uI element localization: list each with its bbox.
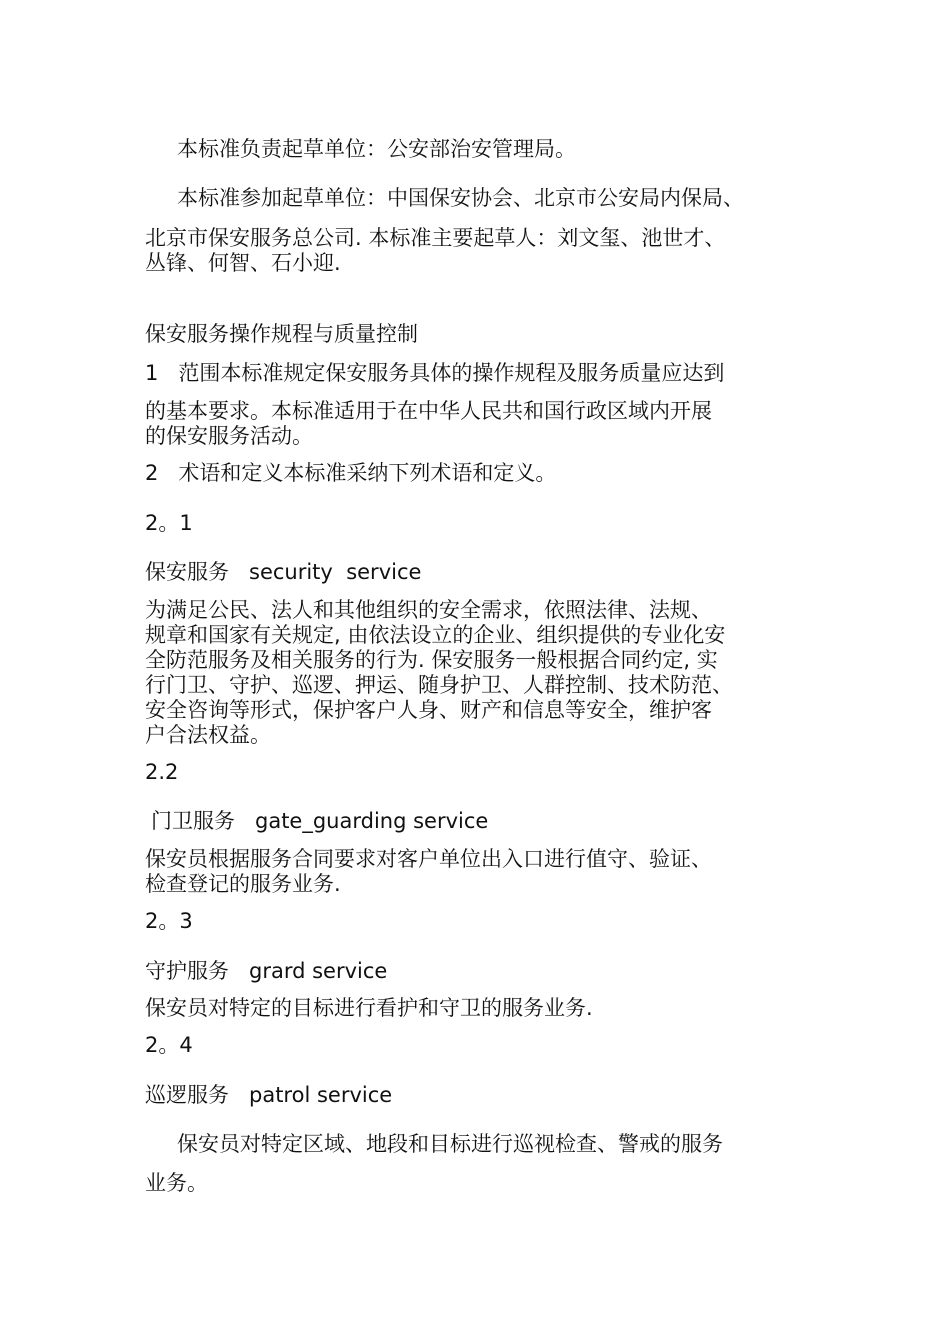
term-definition-line: 保安员对特定的目标进行看护和守卫的服务业务. (145, 996, 593, 1020)
term-number: 2。1 (145, 511, 193, 535)
section-2-line (145, 461, 825, 485)
term-english-name: security service (249, 560, 422, 584)
participating-units-line-2: 北京市保安服务总公司. 本标准主要起草人：刘文玺、池世才、 (145, 226, 726, 250)
term-english-name: grard service (249, 959, 388, 983)
term-definition-line: 全防范服务及相关服务的行为. 保安服务一般根据合同约定, 实 (145, 648, 718, 672)
section-1-line-3: 的保安服务活动。 (145, 424, 313, 448)
term-english-name: gate_guarding service (255, 809, 489, 833)
term-chinese-name: 巡逻服务 (145, 1083, 229, 1107)
term-definition-line: 为满足公民、法人和其他组织的安全需求，依照法律、法规、 (145, 598, 712, 622)
term-definition-line: 检查登记的服务业务. (145, 872, 341, 896)
term-definition-line: 户合法权益。 (145, 723, 271, 747)
section-2-text: 术语和定义本标准采纳下列术语和定义。 (178, 461, 557, 485)
term-heading (145, 959, 825, 983)
term-definition-line: 保安员对特定区域、地段和目标进行巡视检查、警戒的服务 (177, 1132, 723, 1156)
term-definition-line: 行门卫、守护、巡逻、押运、随身护卫、人群控制、技术防范、 (145, 673, 733, 697)
document-title: 保安服务操作规程与质量控制 (145, 322, 418, 346)
term-definition-line: 保安员根据服务合同要求对客户单位出入口进行值守、验证、 (145, 847, 712, 871)
term-heading (145, 1083, 825, 1107)
term-chinese-name: 门卫服务 (151, 809, 235, 833)
participating-units-line-1: 本标准参加起草单位：中国保安协会、北京市公安局内保局、 (177, 186, 744, 210)
term-english-name: patrol service (249, 1083, 393, 1107)
term-definition-line: 规章和国家有关规定, 由依法设立的企业、组织提供的专业化安 (145, 623, 726, 647)
term-chinese-name: 守护服务 (145, 959, 229, 983)
term-chinese-name: 保安服务 (145, 560, 229, 584)
section-1-line-1 (145, 361, 825, 385)
participating-units-line-3: 丛锋、何智、石小迎. (145, 251, 341, 275)
section-1-text: 范围本标准规定保安服务具体的操作规程及服务质量应达到 (178, 361, 725, 385)
term-definition-line: 安全咨询等形式，保护客户人身、财产和信息等安全，维护客 (145, 698, 712, 722)
term-heading (145, 560, 825, 584)
term-heading (151, 809, 831, 833)
term-definition-line: 业务。 (145, 1171, 208, 1195)
term-number: 2。4 (145, 1033, 193, 1057)
term-number: 2。3 (145, 909, 193, 933)
drafting-unit-paragraph: 本标准负责起草单位：公安部治安管理局。 (177, 137, 576, 161)
section-1-number: 1 (145, 361, 159, 385)
section-1-line-2: 的基本要求。本标准适用于在中华人民共和国行政区域内开展 (145, 399, 712, 423)
term-number: 2.2 (145, 760, 179, 784)
section-2-number: 2 (145, 461, 159, 485)
